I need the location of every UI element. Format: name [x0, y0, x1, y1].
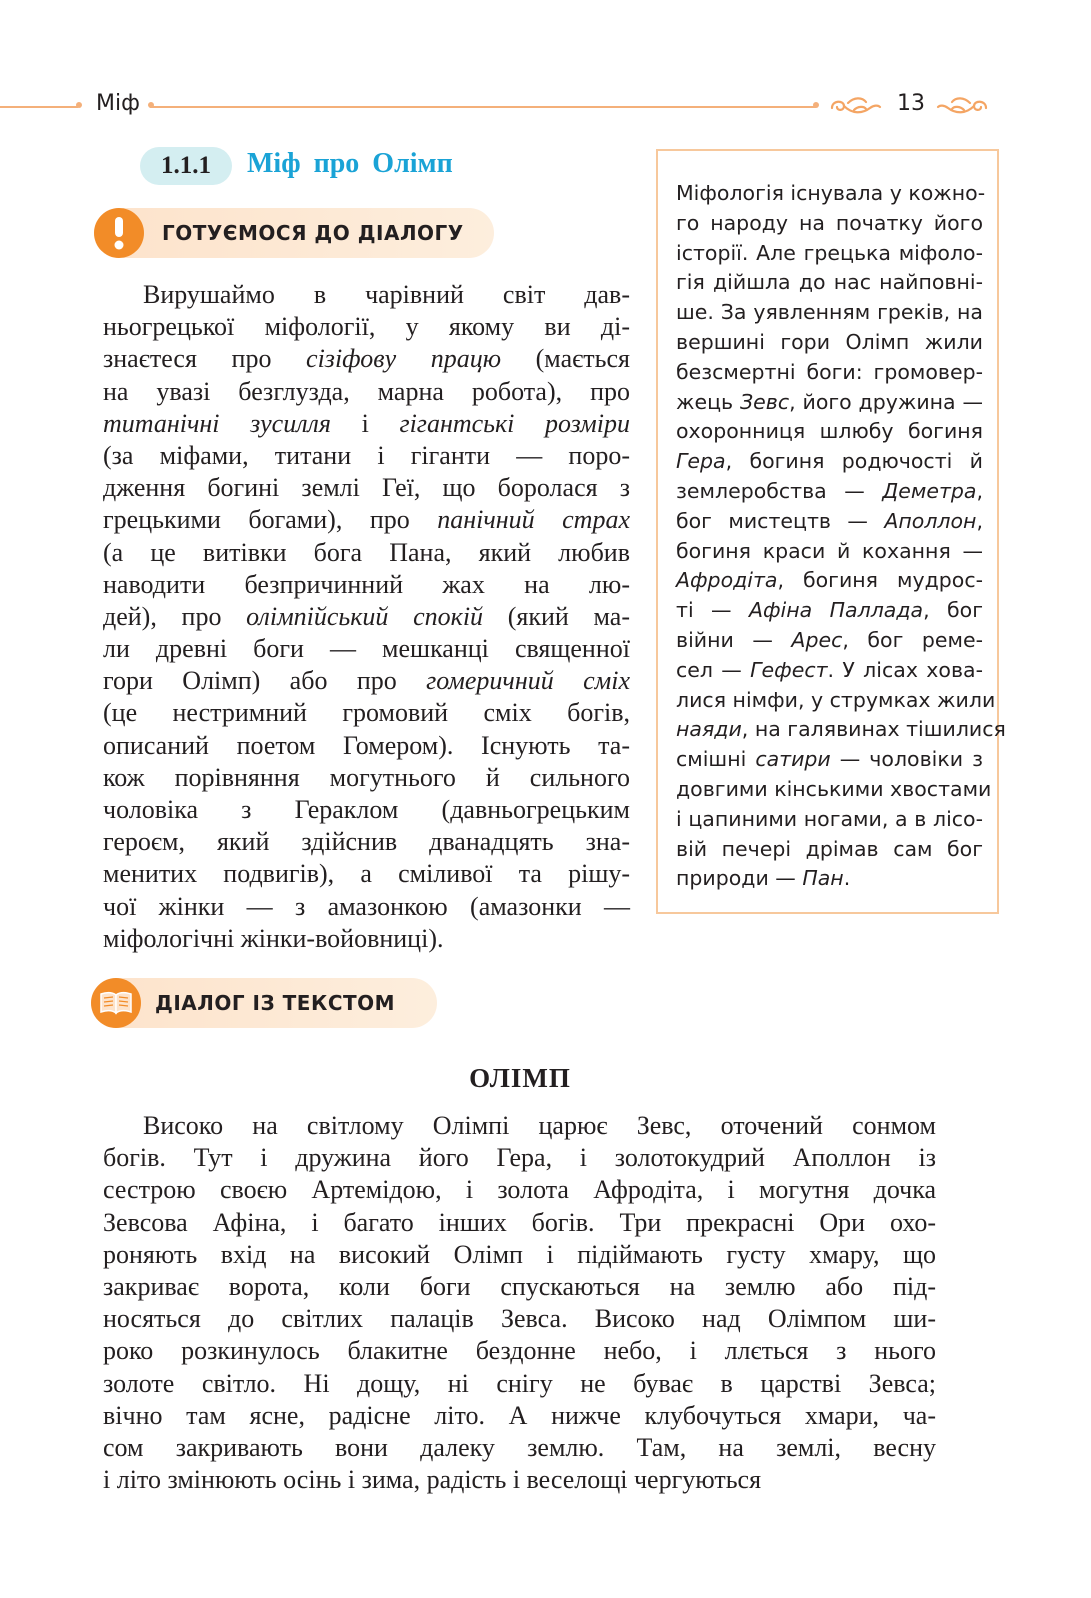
info-box-line: богиня краси й кохання —: [676, 538, 983, 563]
mythology-info-box: [656, 149, 1006, 914]
info-box-line: війни — Арес, бог реме-: [676, 627, 984, 652]
banner-prepare-label: ГОТУЄМОСЯ ДО ДІАЛОГУ: [162, 221, 464, 245]
ornament-swirl-right-icon: [936, 92, 990, 120]
intro-line: ли древні боги — мешканці священної: [103, 634, 630, 664]
story-line: Зевсова Афіна, і багато інших богів. Три прекрасні Ори охо-: [103, 1207, 936, 1237]
section-title: Міф про Олімп: [247, 148, 453, 179]
info-box-line: вій печері дрімав сам бог: [676, 836, 983, 861]
info-box-text: [676, 179, 1006, 894]
running-header: [0, 88, 1091, 124]
info-box-line: бог мистецтв — Аполлон,: [676, 508, 983, 533]
intro-paragraph: [103, 279, 630, 955]
intro-line: чої жінки — з амазонкою (амазонки —: [103, 891, 630, 921]
intro-line: ньогрецької міфології, у якому ви ді-: [103, 312, 630, 342]
intro-line: (а це витівки бога Пана, який любив: [103, 537, 630, 567]
intro-line: чоловіка з Гераклом (давньогрецьким: [103, 795, 630, 824]
info-box-line: ті — Афіна Паллада, бог: [676, 598, 983, 623]
info-box-line: наяди, на галявинах тішилися: [676, 717, 1006, 742]
story-line: сом закривають вони далеку землю. Там, на землі, весну: [103, 1432, 936, 1462]
story-paragraph: [103, 1110, 936, 1496]
story-line: носяться до світлих палаців Зевса. Високо над Олімпом ши-: [103, 1304, 936, 1334]
header-rule-left: [0, 106, 78, 108]
intro-line: Вирушаймо в чарівний світ дав-: [143, 280, 630, 309]
intro-line: грецькими богами), про панічний страх: [103, 505, 631, 535]
intro-line: знаєтеся про сізіфову працю (мається: [103, 344, 630, 374]
info-box-line: охоронниця шлюбу богиня: [676, 419, 983, 444]
intro-line: дження богині землі Геї, що боролася з: [103, 473, 630, 503]
intro-line: дей), про олімпійський спокій (який ма-: [103, 601, 630, 631]
info-box-line: ше. За уявленням греків, на: [676, 300, 983, 325]
story-line: золоте світло. Ні дощу, ні снігу не буває в царстві Зевса;: [103, 1368, 936, 1398]
intro-line: наводити безпричинний жах на лю-: [103, 569, 630, 599]
info-box-line: вершині гори Олімп жили: [676, 329, 983, 354]
page-number: 13: [897, 91, 925, 116]
intro-line: (це нестримний громовий сміх богів,: [103, 698, 630, 728]
intro-line: гори Олімп) або про гомеричний сміх: [103, 666, 631, 696]
info-box-line: Афродіта, богиня мудрос-: [676, 568, 983, 593]
info-box-line: довгими кінськими хвостами: [676, 776, 992, 801]
info-box-line: смішні сатири — чоловіки з: [676, 747, 983, 772]
story-line: Високо на світлому Олімпі царює Зевс, оточений сонмом: [143, 1111, 936, 1140]
intro-line: (за міфами, титани і гіганти — поро-: [103, 440, 630, 470]
info-box-line: землеробства — Деметра,: [676, 478, 983, 503]
info-box-line: історії. Але грецька міфоло-: [676, 240, 983, 265]
info-box-line: сел — Гефест. У лісах хова-: [676, 657, 983, 682]
info-box-line: безсмертні боги: громовер-: [676, 359, 983, 384]
intro-line: описаний поетом Гомером). Існують та-: [103, 730, 630, 760]
exclamation-icon: [94, 208, 144, 258]
story-line: вічно там ясне, радісне літо. А нижче клубочуться хмари, ча-: [103, 1400, 936, 1430]
story-line: сестрою своєю Артемідою, і золота Афродіта, і могутня дочка: [103, 1175, 936, 1205]
intro-line: менитих подвигів), а сміливої та рішу-: [103, 859, 630, 889]
story-line: роко розкинулось блакитне бездонне небо, і ллється з нього: [103, 1336, 936, 1366]
intro-line: героєм, який здійснив дванадцять зна-: [103, 827, 630, 857]
open-book-icon: [91, 978, 141, 1028]
info-box-line: і цапиними ногами, а в лісо-: [676, 806, 983, 831]
header-section-name: Міф: [96, 91, 140, 116]
story-line: богів. Тут і дружина його Гера, і золотокудрий Аполлон із: [103, 1143, 936, 1173]
story-title: ОЛІМП: [469, 1063, 571, 1093]
intro-line: кож порівняння могутнього й сильного: [103, 762, 630, 792]
info-box-line: го народу на початку його: [676, 210, 983, 235]
info-box-line: Міфологія існувала у кожно-: [676, 181, 986, 205]
intro-line: міфологічні жінки-войовниці).: [103, 923, 444, 953]
header-rule-dot: [813, 102, 819, 108]
banner-dialog-with-text: [91, 978, 437, 1028]
story-line: і літо змінюють осінь і зима, радість і веселощі чергуються: [103, 1465, 762, 1495]
intro-line: на увазі безглузда, марна робота), про: [103, 376, 630, 406]
info-box-line: Гера, богиня родючості й: [676, 449, 983, 474]
info-box-line: жець Зевс, його дружина —: [676, 389, 983, 414]
info-box-line: лися німфи, у струмках жили: [676, 687, 996, 712]
header-rule-dot: [76, 102, 82, 108]
info-box-line: природи — Пан.: [676, 866, 851, 891]
info-box-line: гія дійшла до нас найповні-: [676, 270, 983, 295]
intro-line: титанічні зусилля і гігантські розміри: [103, 408, 630, 438]
story-line: роняють вхід на високий Олімп і підіймають густу хмару, що: [103, 1239, 936, 1269]
story-line: закриває ворота, коли боги спускаються на землю або під-: [103, 1271, 936, 1301]
section-number-badge: 1.1.1: [140, 147, 232, 185]
banner-prepare-dialog: [94, 208, 494, 258]
ornament-swirl-left-icon: [828, 92, 882, 120]
header-rule-right: [150, 106, 816, 108]
banner-dialog-label: ДІАЛОГ ІЗ ТЕКСТОМ: [155, 991, 396, 1015]
